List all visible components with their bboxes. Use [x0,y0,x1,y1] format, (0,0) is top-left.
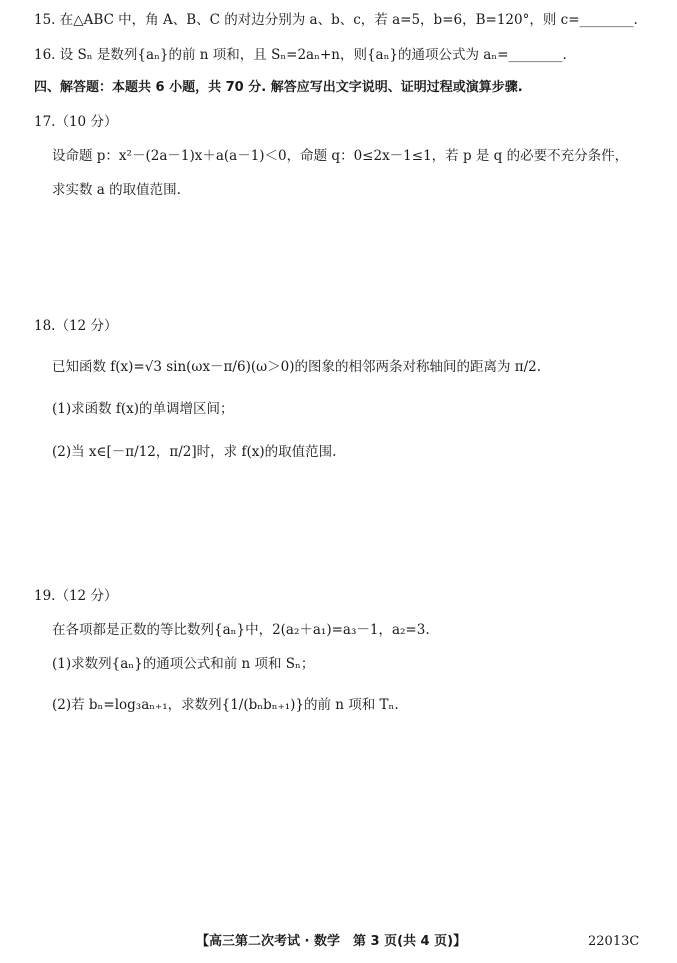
question-19-stem: 在各项都是正数的等比数列{aₙ}中，2(a₂＋a₁)=a₃－1，a₂=3. [52,622,430,638]
question-19-part2: (2)若 bₙ=log₃aₙ₊₁，求数列{1/(bₙbₙ₊₁)}的前 n 项和 Tₙ. [52,697,399,713]
question-17-line2: 求实数 a 的取值范围. [52,182,181,198]
footer-title: 【高三第二次考试 · 数学 第 3 页(共 4 页)】 [196,934,467,949]
question-17-header: 17.（10 分） [34,114,118,130]
question-16: 16. 设 Sₙ 是数列{aₙ}的前 n 项和，且 Sₙ=2aₙ+n，则{aₙ}的通项公式为 aₙ=________. [34,47,567,63]
question-18-part2: (2)当 x∈[－π/12，π/2]时，求 f(x)的取值范围. [52,444,337,460]
question-18-header: 18.（12 分） [34,318,118,334]
question-18-part1: (1)求函数 f(x)的单调增区间； [52,401,234,417]
question-15: 15. 在△ABC 中，角 A、B、C 的对边分别为 a、b、c，若 a=5，b=6，B=120°，则 c=________. [34,12,638,28]
section-heading: 四、解答题：本题共 6 小题，共 70 分. 解答应写出文字说明、证明过程或演算步骤. [34,80,523,95]
question-19-part1: (1)求数列{aₙ}的通项公式和前 n 项和 Sₙ； [52,656,315,672]
question-17-line1: 设命题 p：x²－(2a－1)x＋a(a－1)＜0，命题 q：0≤2x－1≤1，若 p 是 q 的必要不充分条件， [52,148,629,164]
question-19-header: 19.（12 分） [34,588,118,604]
footer-code: 22013C [588,934,640,949]
question-18-stem: 已知函数 f(x)=√3 sin(ωx－π/6)(ω＞0)的图象的相邻两条对称轴间的距离为 π/2. [52,359,542,375]
